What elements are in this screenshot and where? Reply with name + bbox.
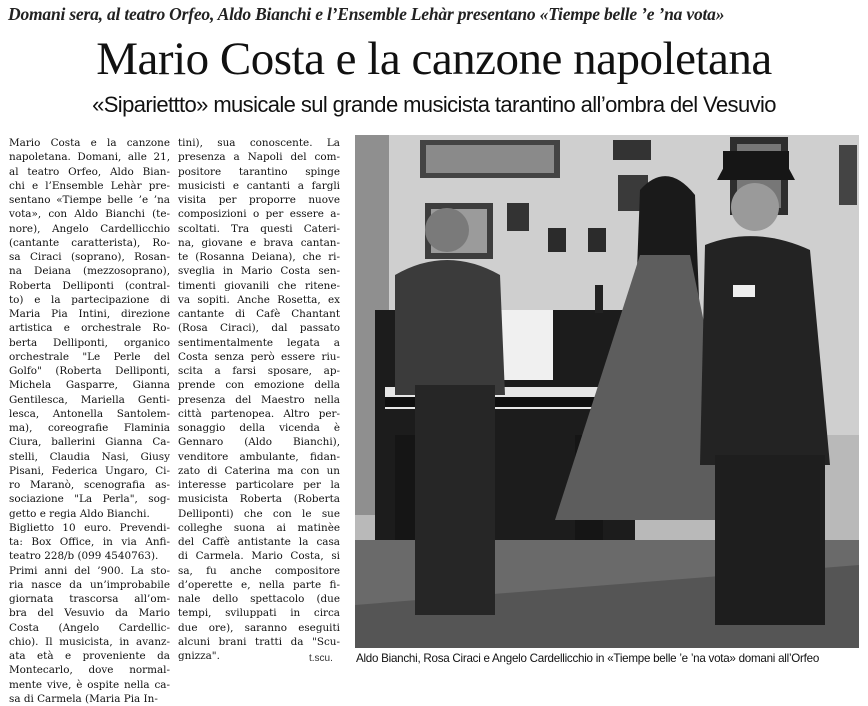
text-line: nore), Angelo Cardellicchio bbox=[9, 222, 170, 235]
text-line: scita a farsi sposare, ap- bbox=[178, 365, 340, 377]
text-line: ma), coreografie Flaminia bbox=[9, 422, 170, 434]
text-line: Maria Pia Intini, direzione bbox=[9, 308, 170, 320]
text-line: sa Ciraci (soprano), Rosan- bbox=[9, 251, 170, 263]
text-line: Costa senza però essere riu- bbox=[178, 350, 340, 363]
text-line: città partenopea. Altro per- bbox=[178, 407, 340, 420]
text-line: scoltati. Tra questi Cateri- bbox=[178, 222, 340, 235]
text-line: Ciura, ballerini Gianna Ca- bbox=[9, 436, 170, 449]
text-line: chi e l’Ensemble Lehàr pre- bbox=[9, 179, 170, 192]
text-line: Primi anni del ’900. La sto- bbox=[9, 564, 170, 577]
text-line: tempi, sviluppati in circa bbox=[178, 607, 340, 620]
text-line: di Carmela. Mario Costa, si bbox=[178, 550, 340, 563]
text-line: Delliponti) che con le sue bbox=[178, 507, 340, 520]
text-line: te (Rosanna Deiana), che ri- bbox=[178, 251, 340, 263]
text-line: Montecarlo, dove normal- bbox=[9, 664, 170, 677]
text-line: (cantante caratterista), Ro- bbox=[9, 236, 170, 249]
text-line: mente vive, è ospite nella ca- bbox=[9, 678, 170, 691]
text-line: tini), sua conoscente. La bbox=[178, 137, 340, 149]
text-line: interesse particolare per la bbox=[178, 479, 340, 491]
text-line: sentimentalmente legata a bbox=[178, 336, 340, 349]
article-photo bbox=[355, 135, 859, 648]
photo-caption: Aldo Bianchi, Rosa Ciraci e Angelo Cardellicchio in «Tiempe belle ’e ’na vota» domani all’Orfeo bbox=[356, 652, 820, 665]
text-line: lesca, Antonella Santolem- bbox=[9, 407, 170, 420]
text-line: musicisti e cantanti a fargli bbox=[178, 179, 340, 192]
text-line: sociazione "La Perla", sog- bbox=[9, 493, 170, 506]
text-line: alcuni brani tratti da "Scu- bbox=[178, 635, 340, 648]
text-line: ta: Box Office, in via Anfi- bbox=[9, 536, 170, 548]
text-line: sonaggio della vicenda è bbox=[178, 422, 340, 434]
text-line: Gentilesca, Mariella Genti- bbox=[9, 393, 170, 406]
text-line: artistica e orchestrale Ro- bbox=[9, 322, 170, 335]
text-line: (Rosa Ciraci), dal passato bbox=[178, 322, 340, 335]
text-line: Gennaro (Aldo Bianchi), bbox=[178, 436, 340, 449]
text-line: venditore ambulante, fidan- bbox=[178, 450, 340, 463]
text-line: vota», con Aldo Bianchi (te- bbox=[9, 208, 170, 221]
text-line: giornata trascorsa all’om- bbox=[9, 593, 170, 605]
text-line: na, giovane e brava cantan- bbox=[178, 236, 340, 249]
text-line: al teatro Orfeo, Aldo Bian- bbox=[9, 165, 170, 178]
text-line: getto e regia Aldo Bianchi. bbox=[9, 507, 150, 520]
text-line: colleghe suona ai matinèe bbox=[178, 521, 340, 534]
text-line: Michela Gasparre, Gianna bbox=[9, 379, 170, 392]
text-line: chio). Il musicista, in avanz- bbox=[9, 635, 170, 648]
text-line: positore tarantino spinge bbox=[178, 165, 340, 178]
text-line: Biglietto 10 euro. Prevendi- bbox=[9, 521, 170, 534]
text-line: Pisani, Federica Ungaro, Ci- bbox=[9, 464, 170, 477]
text-line: orchestrale "Le Perle del bbox=[9, 350, 170, 363]
text-line: d’operette e, nella parte fi- bbox=[178, 578, 340, 591]
text-line: sa di Carmela (Maria Pia In- bbox=[9, 692, 158, 705]
text-line: zato di Caterina ma con un bbox=[178, 464, 340, 477]
text-line: to) e la partecipazione di bbox=[9, 293, 170, 306]
text-line: due ore), saranno eseguiti bbox=[178, 621, 340, 634]
text-line: gnizza". bbox=[178, 650, 220, 662]
article-column-2 bbox=[178, 136, 340, 663]
text-line: sveglia in Mario Costa sen- bbox=[178, 265, 340, 278]
text-line: teatro 228/b (099 4540763). bbox=[9, 550, 159, 563]
article-headline: Mario Costa e la canzone napoletana bbox=[96, 33, 772, 85]
text-line: composizioni o per essere a- bbox=[178, 208, 340, 221]
text-line: ria nasce da un’improbabile bbox=[9, 578, 170, 591]
text-line: sa, fu anche compositore bbox=[178, 564, 340, 577]
text-line: visita per proporre nuove bbox=[178, 194, 340, 206]
text-line: nale dello spettacolo (due bbox=[178, 593, 340, 605]
text-line: ro Maranò, scenografia as- bbox=[9, 479, 170, 491]
text-line: del Caffè antistante la casa bbox=[178, 536, 340, 548]
text-line: berta Delliponti, organico bbox=[9, 336, 170, 349]
article-subhead: «Sipariettto» musicale sul grande musicista tarantino all’ombra del Vesuvio bbox=[92, 92, 776, 117]
text-line: stelli, Claudia Nasi, Giusy bbox=[9, 450, 170, 463]
text-line: cantante di Cafè Chantant bbox=[178, 308, 340, 320]
text-line: va sopiti. Anche Rosetta, ex bbox=[178, 293, 340, 306]
text-line: prende con emozione della bbox=[178, 379, 340, 392]
text-line: timenti giovanili che ritene- bbox=[178, 279, 340, 292]
text-line: napoletana. Domani, alle 21, bbox=[9, 151, 170, 164]
text-line: presenza a Napoli del com- bbox=[178, 151, 340, 164]
article-kicker: Domani sera, al teatro Orfeo, Aldo Bianchi e l’Ensemble Lehàr presentano «Tiempe belle ’e ’na vota» bbox=[8, 4, 725, 24]
text-line: bra del Vesuvio da Mario bbox=[9, 607, 170, 620]
text-line: Roberta Delliponti (contral- bbox=[9, 279, 170, 292]
text-line: musicista Roberta (Roberta bbox=[178, 493, 340, 506]
text-line: Costa (Angelo Cardellic- bbox=[9, 621, 170, 634]
article-column-1 bbox=[9, 136, 170, 706]
text-line: Mario Costa e la canzone bbox=[9, 137, 170, 149]
text-line: Golfo" (Roberta Delliponti, bbox=[9, 365, 170, 377]
text-line: presenza del Maestro nella bbox=[178, 393, 340, 406]
text-line: na Deiana (mezzosoprano), bbox=[9, 265, 170, 278]
text-line: sentano «Tiempe belle ’e ’na bbox=[9, 194, 170, 206]
text-line: ata età e proveniente da bbox=[9, 650, 170, 662]
article-byline: t.scu. bbox=[309, 653, 333, 664]
